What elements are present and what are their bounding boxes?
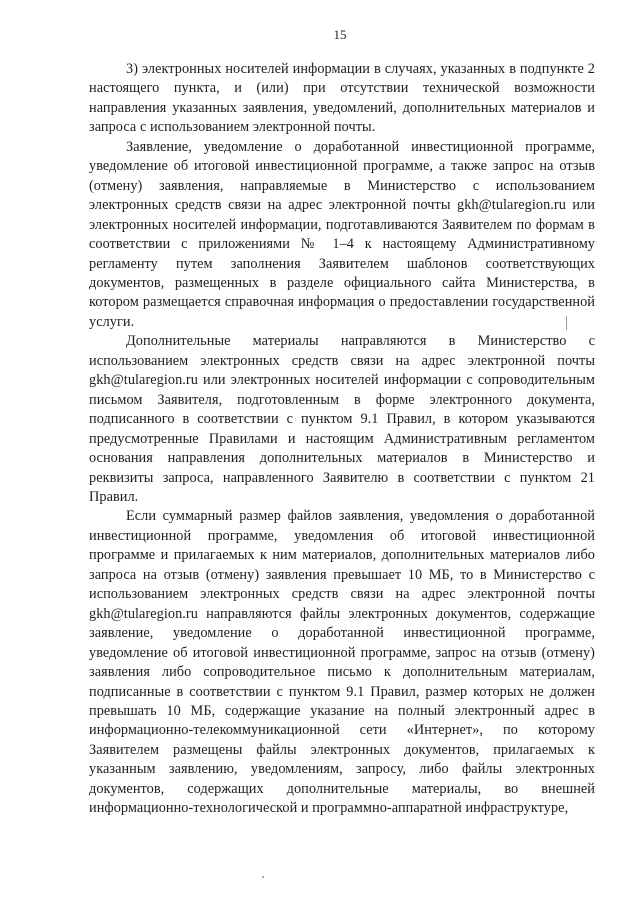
paragraph-submission-forms: Заявление, уведомление о доработанной инвестиционной программе, уведомление об итоговой инвестиционной программе, а также запрос на отзыв (отмену) заявления, направляемые в Министерство с использованием электронных средств связи на адрес электронной почты gkh@tularegion.ru или электронных носителей информации, подготавливаются Заявителем по формам в соответствии с приложениями № 1–4 к настоящему Административному регламенту путем заполнения Заявителем шаблонов соответствующих документов, размещенных в разделе официального сайта Министерства, в котором размещается справочная информация о предоставлении государственной услуги. [89,138,595,330]
document-body [89,60,595,819]
paragraph-additional-materials: Дополнительные материалы направляются в Министерство с использованием электронных средств связи на адрес электронной почты gkh@tularegion.ru или электронных носителей информации с сопроводительным письмом Заявителя, подготовленным в форме электронного документа, подписанного в соответствии с пунктом 9.1 Правил, в котором указываются предусмотренные Правилами и настоящим Административным регламентом основания направления дополнительных материалов в Министерство и реквизиты запроса, направленного Заявителю в соответствии с пунктом 21 Правил. [89,333,595,505]
scan-artifact-mark [566,316,567,330]
paragraph-file-size-limit: Если суммарный размер файлов заявления, уведомления о доработанной инвестиционной программе, уведомления об итоговой инвестиционной программе и прилагаемых к ним материалов, дополнительных материалов либо запроса на отзыв (отмену) заявления превышает 10 МБ, то в Министерство с использованием электронных средств связи на адрес электронной почты gkh@tularegion.ru направляются файлы электронных документов, содержащие заявление, уведомление о доработанной инвестиционной программе, уведомление об итоговой инвестиционной программе, запрос на отзыв (отмену) заявления либо сопроводительное письмо к дополнительным материалам, подписанные в соответствии с пунктом 9.1 Правил, размер которых не должен превышать 10 МБ, содержащие указание на полный электронный адрес в информационно-телекоммуникационной сети «Интернет», по которому Заявителем размещены файлы электронных документов, прилагаемых к указанным заявлению, уведомлениям, запросу, либо файлы электронных документов, содержащих дополнительные материалы, во внешней информационно-технологической и программно-аппаратной инфраструктуре, [89,508,595,817]
scan-artifact-speck [262,876,264,878]
page-number: 15 [333,27,347,42]
paragraph-item-3: 3) электронных носителей информации в случаях, указанных в подпункте 2 настоящего пункта, и (или) при отсутствии технической возможности направления указанных заявления, уведомлений, дополнительных материалов и запроса с использованием электронной почты. [89,61,595,136]
